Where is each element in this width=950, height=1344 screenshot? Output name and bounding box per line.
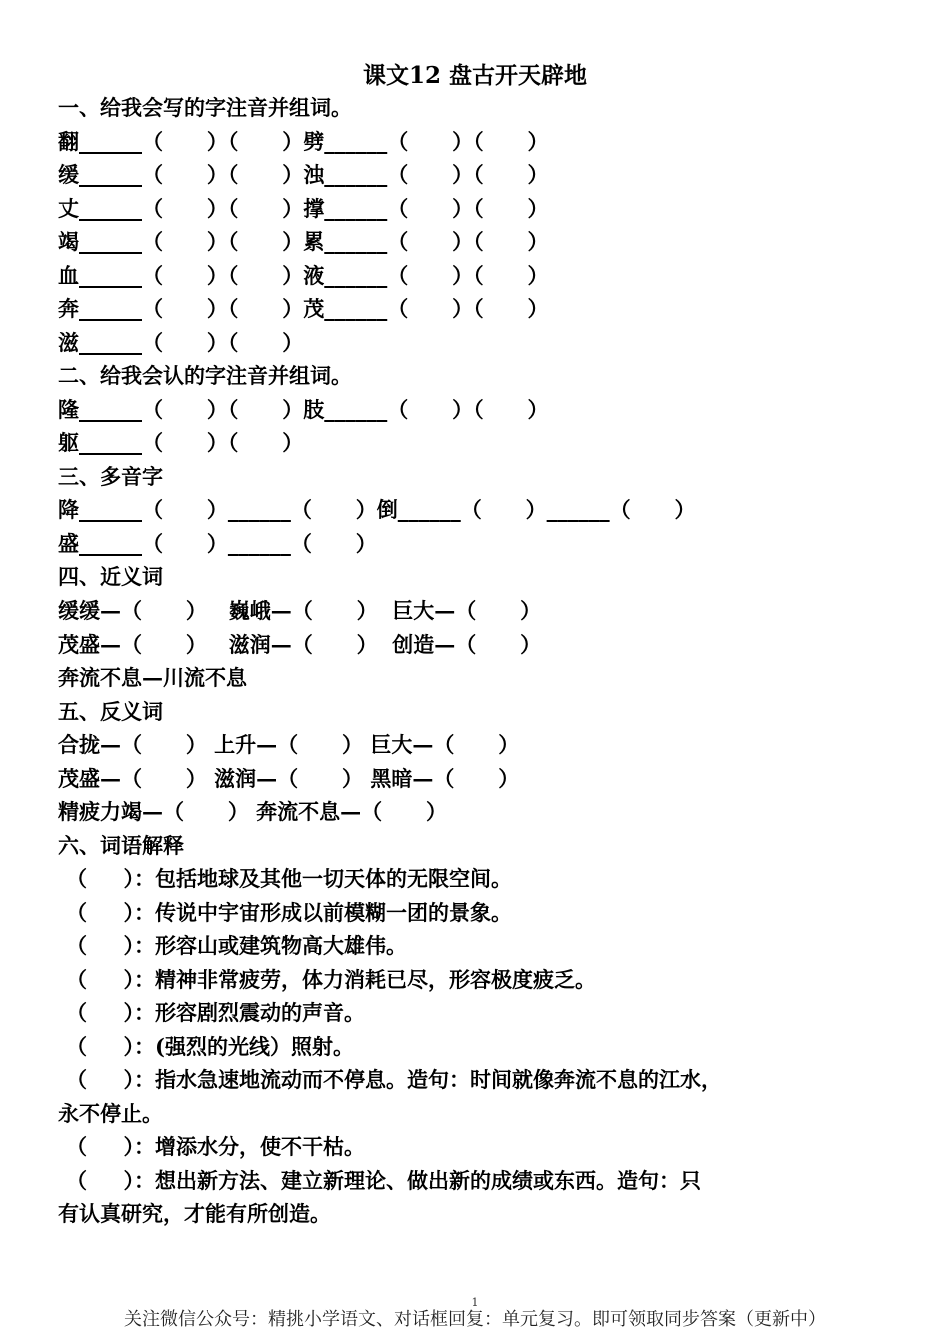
section-heading-5: 五、反义词 (58, 699, 163, 724)
section-heading-2: 二、给我会认的字注音并组词。 (58, 363, 352, 388)
exercise-row: 竭______（ ）（ ）累______（ ）（ ） (58, 229, 549, 254)
section-heading-4: 四、近义词 (58, 564, 163, 589)
exercise-row: 盛______（ ）______（ ） (58, 531, 377, 556)
exercise-row: 血______（ ）（ ）液______（ ）（ ） (58, 263, 549, 288)
definition-row: （ ）：(强烈的光线）照射。 (66, 1034, 354, 1059)
page-title: 课文12 盘古开天辟地 (362, 62, 587, 89)
exercise-row: 躯______（ ）（ ） (58, 430, 304, 455)
section-heading-3: 三、多音字 (58, 464, 163, 489)
exercise-row: 翻______（ ）（ ）劈______（ ）（ ） (58, 129, 549, 154)
footer-note: 关注微信公众号：精挑小学语文、对话框回复：单元复习。即可领取同步答案（更新中） (124, 1309, 826, 1330)
definition-row: （ ）：指水急速地流动而不停息。造句：时间就像奔流不息的江水， (66, 1067, 723, 1092)
exercise-row: 缓______（ ）（ ）浊______（ ）（ ） (58, 162, 549, 187)
definition-row: （ ）：增添水分，使不干枯。 (66, 1134, 366, 1159)
exercise-row: 缓缓—（ ） 巍峨—（ ） 巨大—（ ） (58, 598, 542, 623)
definition-row: （ ）：包括地球及其他一切天体的无限空间。 (66, 866, 513, 891)
definition-row: （ ）：形容山或建筑物高大雄伟。 (66, 933, 408, 958)
exercise-row: 合拢—（ ） 上升—（ ） 巨大—（ ） (58, 732, 520, 757)
exercise-row: 滋______（ ）（ ） (58, 330, 304, 355)
page-number: 1 (471, 1296, 479, 1309)
definition-row: （ ）：精神非常疲劳，体力消耗已尽，形容极度疲乏。 (66, 967, 597, 992)
exercise-row: 降______（ ）______（ ）倒______（ ）______（ ） (58, 497, 696, 522)
definition-row-continued: 有认真研究，才能有所创造。 (58, 1201, 331, 1226)
exercise-row: 精疲力竭—（ ） 奔流不息—（ ） (58, 799, 448, 824)
exercise-row: 奔流不息—川流不息 (58, 665, 247, 690)
section-heading-6: 六、词语解释 (58, 833, 184, 858)
exercise-row: 茂盛—（ ） 滋润—（ ） 黑暗—（ ） (58, 766, 520, 791)
section-heading-1: 一、给我会写的字注音并组词。 (58, 95, 352, 120)
exercise-row: 隆______（ ）（ ）肢______（ ）（ ） (58, 397, 549, 422)
exercise-row: 茂盛—（ ） 滋润—（ ） 创造—（ ） (58, 632, 542, 657)
definition-row: （ ）：想出新方法、建立新理论、做出新的成绩或东西。造句：只 (66, 1168, 702, 1193)
definition-row-continued: 永不停止。 (58, 1101, 163, 1126)
exercise-row: 奔______（ ）（ ）茂______（ ）（ ） (58, 296, 549, 321)
definition-row: （ ）：传说中宇宙形成以前模糊一团的景象。 (66, 900, 513, 925)
definition-row: （ ）：形容剧烈震动的声音。 (66, 1000, 366, 1025)
exercise-row: 丈______（ ）（ ）撑______（ ）（ ） (58, 196, 549, 221)
